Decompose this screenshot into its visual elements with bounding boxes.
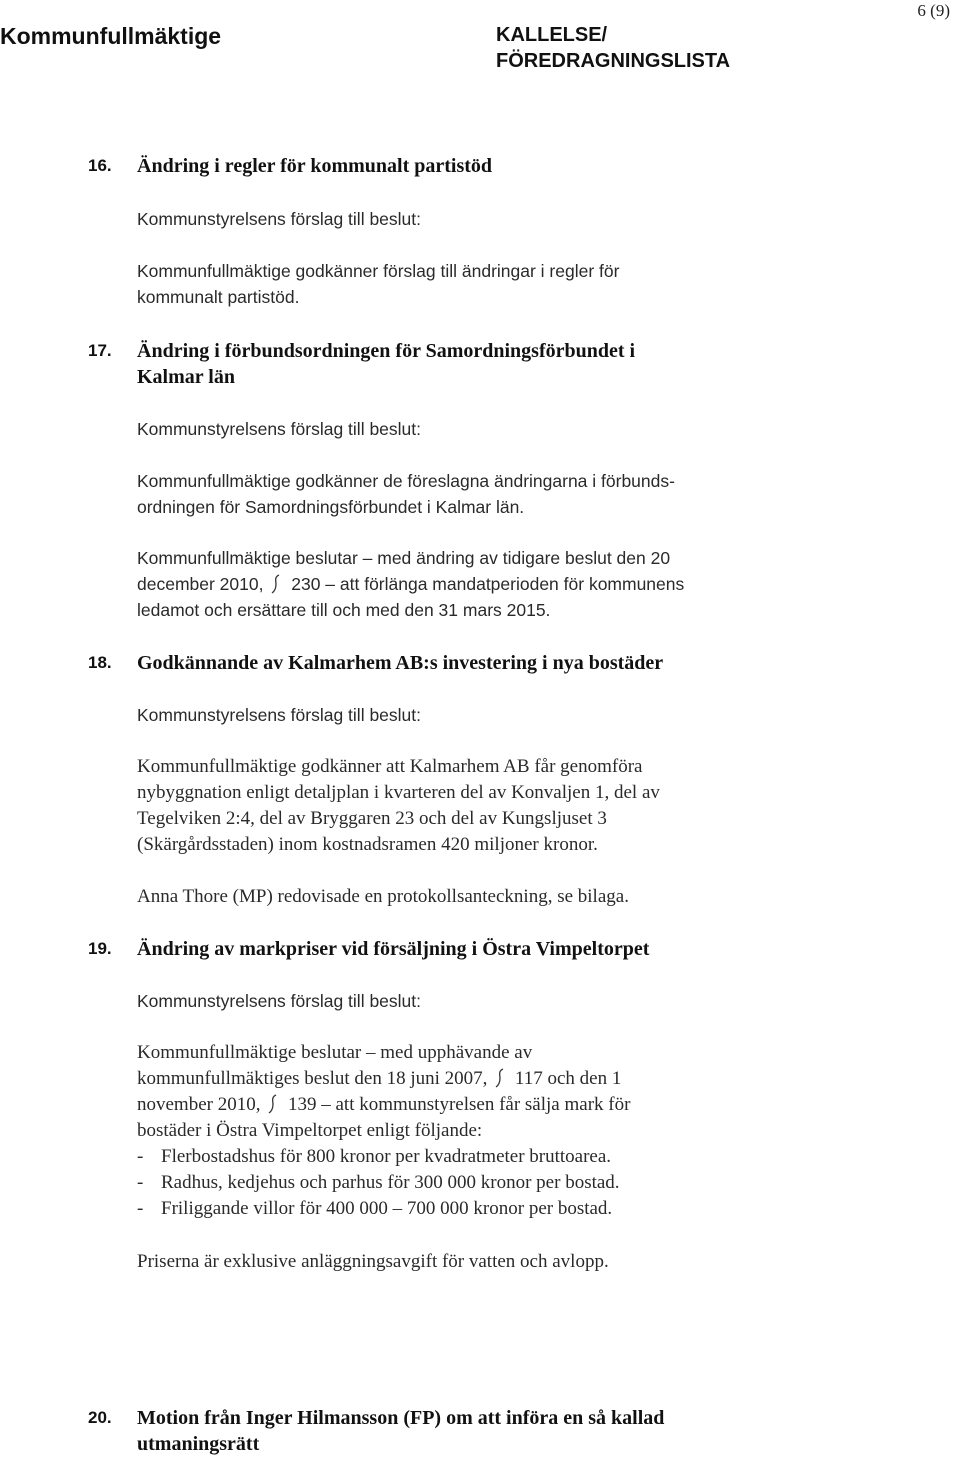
title-line: utmaningsrätt — [137, 1433, 260, 1455]
body-line: Kommunfullmäktige godkänner förslag till ändringar i regler för — [137, 261, 620, 281]
body-fragment: 230 – att förlänga mandatperioden för kommunens — [291, 574, 685, 594]
body-fragment: kommunfullmäktiges beslut den 18 juni 2007, — [137, 1068, 488, 1089]
item-body-19 — [137, 1040, 937, 1222]
body-line: ledamot och ersättare till och med den 31 mars 2015. — [137, 600, 551, 620]
item-body-17-para1 — [137, 468, 937, 520]
list-item-text: Friliggande villor för 400 000 – 700 000 kronor per bostad. — [161, 1198, 613, 1219]
document-type-line2: FÖREDRAGNINGSLISTA — [496, 50, 731, 72]
proposal-label-18: Kommunstyrelsens förslag till beslut: — [137, 705, 421, 725]
item-number-18: 18. — [88, 653, 112, 672]
item-body-17-para2 — [137, 545, 937, 623]
body-line: Kommunfullmäktige beslutar – med upphävande av — [137, 1042, 533, 1063]
body-line — [137, 571, 937, 597]
item-number-19: 19. — [88, 939, 112, 958]
page-number: 6 (9) — [917, 1, 950, 20]
document-type — [496, 22, 730, 74]
item-body-16 — [137, 258, 937, 310]
item-title-19: Ändring av markpriser vid försäljning i Östra Vimpeltorpet — [137, 938, 650, 960]
item-note-18: Anna Thore (MP) redovisade en protokollsanteckning, se bilaga. — [137, 886, 629, 907]
list-item — [137, 1170, 937, 1196]
item-title-20 — [137, 1405, 937, 1457]
body-line: Kommunfullmäktige beslutar – med ändring av tidigare beslut den 20 — [137, 548, 671, 568]
document-owner: Kommunfullmäktige — [0, 23, 222, 49]
bullet-marker: - — [137, 1198, 144, 1219]
price-list — [137, 1144, 937, 1222]
body-line: kommunalt partistöd. — [137, 287, 300, 307]
item-number-20: 20. — [88, 1408, 112, 1427]
body-fragment: december 2010, — [137, 574, 264, 594]
body-line: Kommunfullmäktige godkänner att Kalmarhem AB får genomföra — [137, 756, 643, 777]
bullet-marker: - — [137, 1172, 144, 1193]
section-sign-icon — [267, 1094, 279, 1114]
body-line: bostäder i Östra Vimpeltorpet enligt följande: — [137, 1120, 483, 1141]
body-line: ordningen för Samordningsförbundet i Kalmar län. — [137, 497, 525, 517]
body-line: Kommunfullmäktige godkänner de föreslagna ändringarna i förbunds- — [137, 471, 675, 491]
proposal-label-19: Kommunstyrelsens förslag till beslut: — [137, 991, 421, 1011]
item-title-17 — [137, 338, 937, 390]
body-line: nybyggnation enligt detaljplan i kvarteren del av Konvaljen 1, del av — [137, 782, 660, 803]
list-item — [137, 1196, 937, 1222]
body-fragment: 139 – att kommunstyrelsen får sälja mark för — [287, 1094, 631, 1115]
body-line: Tegelviken 2:4, del av Bryggaren 23 och del av Kungsljuset 3 — [137, 808, 607, 829]
item-title-16: Ändring i regler för kommunalt partistöd — [137, 155, 493, 177]
body-line — [137, 1092, 937, 1118]
item-number-16: 16. — [88, 156, 112, 175]
item-note-19: Priserna är exklusive anläggningsavgift för vatten och avlopp. — [137, 1251, 609, 1272]
body-line: (Skärgårdsstaden) inom kostnadsramen 420 miljoner kronor. — [137, 834, 598, 855]
section-sign-icon — [270, 574, 282, 594]
bullet-marker: - — [137, 1146, 144, 1167]
document-type-line1: KALLELSE/ — [496, 24, 608, 46]
item-number-17: 17. — [88, 341, 112, 360]
proposal-label-17: Kommunstyrelsens förslag till beslut: — [137, 419, 421, 439]
body-fragment: november 2010, — [137, 1094, 261, 1115]
list-item-text: Radhus, kedjehus och parhus för 300 000 kronor per bostad. — [161, 1172, 620, 1193]
list-item — [137, 1144, 937, 1170]
item-body-18-para1 — [137, 754, 937, 858]
title-line: Motion från Inger Hilmansson (FP) om att införa en så kallad — [137, 1407, 665, 1429]
item-title-18: Godkännande av Kalmarhem AB:s investering i nya bostäder — [137, 652, 664, 674]
title-line: Kalmar län — [137, 366, 235, 388]
body-fragment: 117 och den 1 — [514, 1068, 622, 1089]
proposal-label-16: Kommunstyrelsens förslag till beslut: — [137, 209, 421, 229]
section-sign-icon — [494, 1068, 506, 1088]
body-line — [137, 1066, 937, 1092]
title-line: Ändring i förbundsordningen för Samordningsförbundet i — [137, 340, 636, 362]
list-item-text: Flerbostadshus för 800 kronor per kvadratmeter bruttoarea. — [161, 1146, 612, 1167]
